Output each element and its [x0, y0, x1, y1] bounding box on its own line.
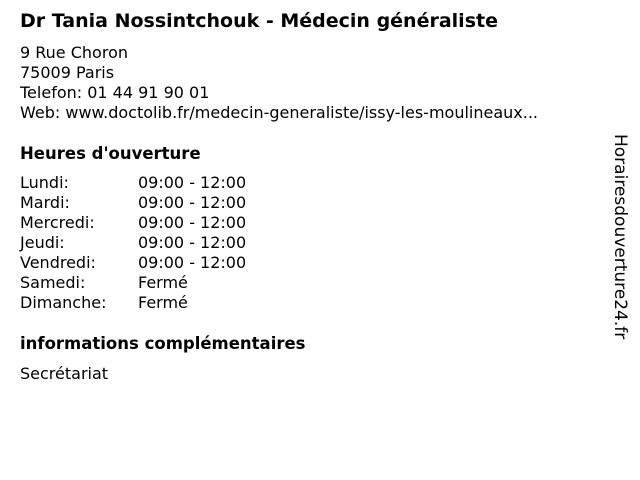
time-value: 09:00 - 12:00: [138, 193, 247, 212]
day-label: Mardi:: [20, 193, 70, 212]
day-label: Lundi:: [20, 173, 69, 192]
time-value: Fermé: [138, 273, 188, 292]
hours-row-sunday: [20, 293, 188, 313]
hours-row-thursday: [20, 233, 246, 253]
hours-row-monday: [20, 173, 246, 193]
hours-row-friday: [20, 253, 246, 273]
info-heading: informations complémentaires: [20, 334, 306, 353]
day-label: Samedi:: [20, 273, 86, 292]
day-label: Mercredi:: [20, 213, 95, 232]
address-street: 9 Rue Choron: [20, 43, 128, 62]
time-value: 09:00 - 12:00: [138, 233, 247, 252]
info-text: Secrétariat: [20, 364, 109, 383]
hours-row-wednesday: [20, 213, 246, 233]
address-city: 75009 Paris: [20, 63, 115, 82]
hours-row-tuesday: [20, 193, 246, 213]
hours-heading: Heures d'ouverture: [20, 144, 201, 163]
day-label: Jeudi:: [20, 233, 65, 252]
time-value: Fermé: [138, 293, 188, 312]
day-label: Vendredi:: [20, 253, 96, 272]
website-link: Web: www.doctolib.fr/medecin-generaliste/issy-les-moulineaux...: [20, 103, 538, 122]
site-watermark: Horairesdouverture24.fr: [610, 134, 630, 340]
page-title: Dr Tania Nossintchouk - Médecin généraliste: [20, 10, 498, 32]
time-value: 09:00 - 12:00: [138, 173, 247, 192]
time-value: 09:00 - 12:00: [138, 253, 247, 272]
day-label: Dimanche:: [20, 293, 107, 312]
phone-number: Telefon: 01 44 91 90 01: [20, 83, 210, 102]
time-value: 09:00 - 12:00: [138, 213, 247, 232]
hours-row-saturday: [20, 273, 188, 293]
